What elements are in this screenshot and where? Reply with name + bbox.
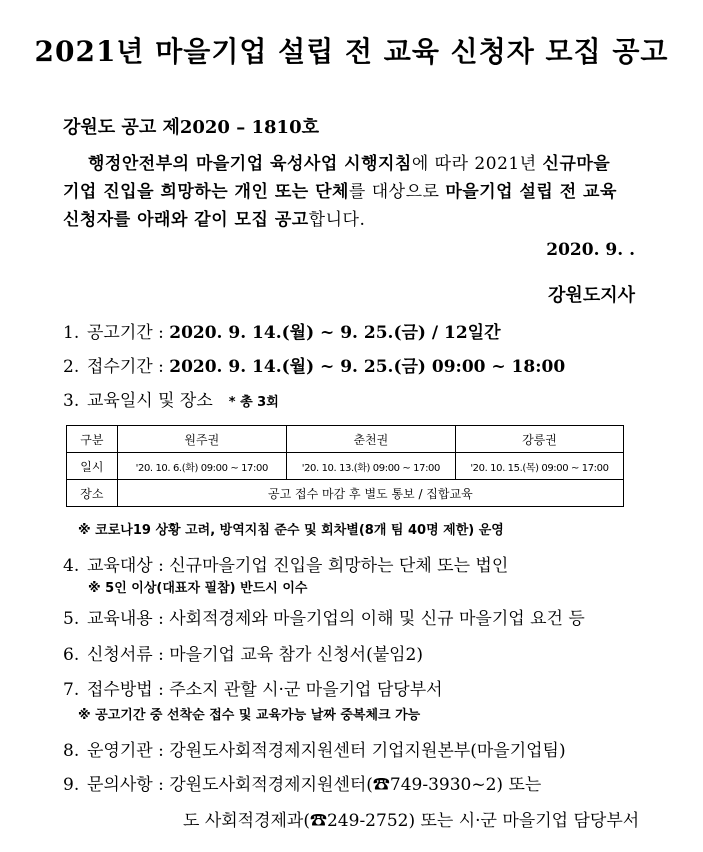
item-label: 교육대상 : 신규마을기업 진입을 희망하는 단체 또는 법인 — [87, 556, 509, 576]
table-row-schedule — [67, 453, 624, 480]
item-label: 접수기간 : — [87, 357, 170, 377]
table-header-cell: 춘천권 — [286, 426, 455, 453]
item-documents — [63, 640, 423, 665]
intro-bold-3: 기업 진입을 희망하는 개인 또는 단체 — [63, 182, 349, 202]
item-inquiry-continued: 도 사회적경제과(☎249-2752) 또는 시·군 마을기업 담당부서 — [183, 811, 640, 831]
intro-bold-5: 신청자를 아래와 같이 모집 공고 — [63, 210, 309, 230]
intro-bold-2: 신규마을 — [542, 154, 611, 174]
item-period — [63, 318, 501, 343]
issuer: 강원도지사 — [548, 285, 635, 306]
item-number: 6. — [63, 645, 80, 665]
item-number: 5. — [63, 609, 80, 629]
intro-line-2 — [63, 177, 617, 202]
table-cell: '20. 10. 6.(화) 09:00 ~ 17:00 — [117, 453, 286, 480]
item-schedule — [63, 386, 279, 411]
table-cell: '20. 10. 15.(목) 09:00 ~ 17:00 — [455, 453, 623, 480]
table-cell: '20. 10. 13.(화) 09:00 ~ 17:00 — [286, 453, 455, 480]
item-label: 교육내용 : 사회적경제와 마을기업의 이해 및 신규 마을기업 요건 등 — [87, 609, 585, 629]
note-covid: ※ 코로나19 상황 고려, 방역지침 준수 및 회차별(8개 팀 40명 제한) 운영 — [78, 523, 504, 538]
table-header-cell: 원주권 — [117, 426, 286, 453]
item-note: * 총 3회 — [228, 395, 279, 410]
item-number: 8. — [63, 741, 80, 761]
intro-line-1 — [88, 149, 610, 174]
item-label: 접수방법 : 주소지 관할 시·군 마을기업 담당부서 — [87, 680, 443, 700]
intro-line-3 — [63, 205, 365, 230]
table-cell: 공고 접수 마감 후 별도 통보 / 집합교육 — [117, 480, 623, 507]
table-row-label: 장소 — [67, 480, 118, 507]
item-number: 2. — [63, 357, 80, 377]
notice-number: 강원도 공고 제2020 – 1810호 — [63, 117, 319, 138]
item-label: 문의사항 : 강원도사회적경제지원센터(☎749-3930~2) 또는 — [87, 775, 542, 795]
item-number: 3. — [63, 391, 80, 411]
table-row-place — [67, 480, 624, 507]
table-row-label: 일시 — [67, 453, 118, 480]
item-inquiry — [63, 770, 541, 795]
intro-bold-4: 마을기업 설립 전 교육 — [445, 182, 617, 202]
item-number: 1. — [63, 323, 80, 343]
intro-text-1: 에 따라 2021년 — [411, 154, 543, 174]
intro-text-2: 를 대상으로 — [348, 182, 446, 202]
item-label: 공고기간 : — [87, 323, 170, 343]
item-number: 4. — [63, 556, 80, 576]
item-value: 2020. 9. 14.(월) ~ 9. 25.(금) 09:00 ~ 18:00 — [169, 357, 566, 377]
item-number: 7. — [63, 680, 80, 700]
item-number: 9. — [63, 775, 80, 795]
intro-bold-1: 행정안전부의 마을기업 육성사업 시행지침 — [88, 154, 412, 174]
table-header-cell: 강릉권 — [455, 426, 623, 453]
schedule-table — [66, 425, 624, 507]
item-operator — [63, 736, 566, 761]
item-content — [63, 604, 585, 629]
intro-text-3: 합니다. — [308, 210, 366, 230]
item-reception — [63, 352, 565, 377]
item-method — [63, 675, 443, 700]
notice-date: 2020. 9. . — [546, 240, 635, 260]
item-label: 신청서류 : 마을기업 교육 참가 신청서(붙임2) — [87, 645, 424, 665]
item-value: 2020. 9. 14.(월) ~ 9. 25.(금) / 12일간 — [169, 323, 501, 343]
item-label: 교육일시 및 장소 — [87, 391, 213, 411]
note-order: ※ 공고기간 중 선착순 접수 및 교육가능 날짜 중복체크 가능 — [78, 708, 421, 723]
item-target — [63, 551, 508, 576]
item-label: 운영기관 : 강원도사회적경제지원센터 기업지원본부(마을기업팀) — [87, 741, 566, 761]
table-header-row — [67, 426, 624, 453]
table-header-cell: 구분 — [67, 426, 118, 453]
note-min5: ※ 5인 이상(대표자 필참) 반드시 이수 — [88, 581, 308, 596]
page-title: 2021년 마을기업 설립 전 교육 신청자 모집 공고 — [34, 35, 669, 68]
